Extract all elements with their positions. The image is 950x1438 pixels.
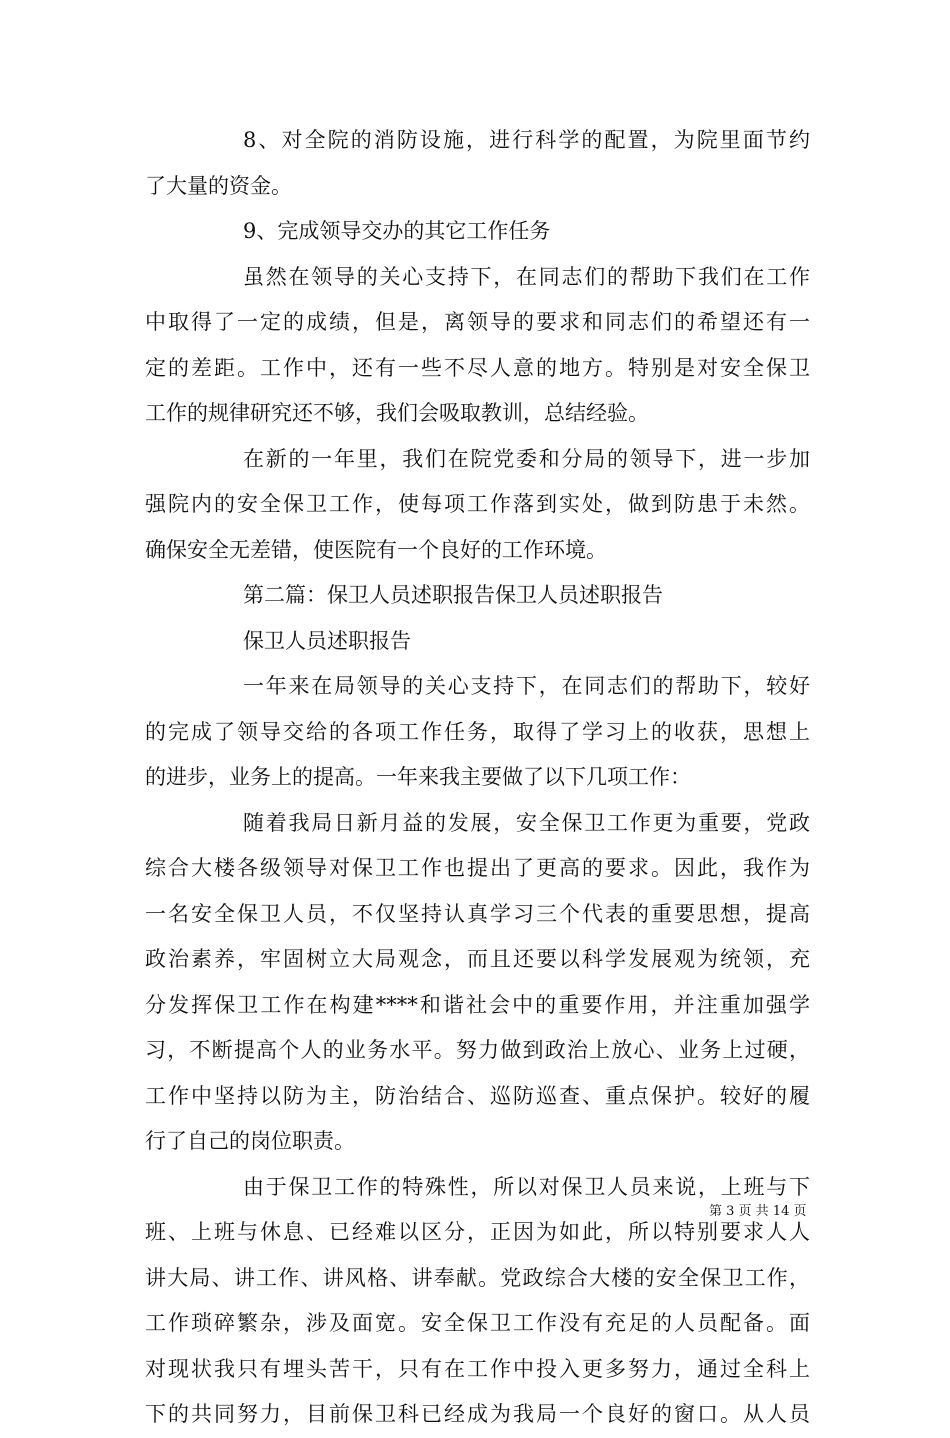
paragraph-line: 对现状我只有埋头苦干，只有在工作中投入更多努力，通过全科上: [145, 1356, 810, 1381]
paragraph-line: 确保安全无差错，使医院有一个良好的工作环境。: [145, 537, 607, 562]
paragraph-line: 下的共同努力，目前保卫科已经成为我局一个良好的窗口。从人员: [145, 1402, 810, 1426]
paragraph-line: 工作琐碎繁杂，涉及面宽。安全保卫工作没有充足的人员配备。面: [145, 1311, 810, 1335]
paragraph-line: 行了自己的岗位职责。: [145, 1129, 355, 1153]
paragraph-line: 定的差距。工作中，还有一些不尽人意的地方。特别是对安全保卫: [145, 355, 810, 380]
paragraph-line: 班、上班与休息、已经难以区分，正因为如此，所以特别要求人人: [145, 1220, 810, 1244]
paragraph-line: 虽然在领导的关心支持下，在同志们的帮助下我们在工作: [243, 264, 810, 289]
paragraph-line: 分发挥保卫工作在构建****和谐社会中的重要作用，并注重加强学: [145, 992, 810, 1017]
report-title: 保卫人员述职报告: [243, 628, 411, 653]
paragraph-line: 政治素养，牢固树立大局观念，而且还要以科学发展观为统领，充: [145, 947, 810, 971]
paragraph-line: 习，不断提高个人的业务水平。努力做到政治上放心、业务上过硬，: [145, 1038, 810, 1062]
paragraph-line: 的完成了领导交给的各项工作任务，取得了学习上的收获，思想上: [145, 719, 810, 744]
paragraph-line: 强院内的安全保卫工作，使每项工作落到实处，做到防患于未然。: [145, 492, 810, 516]
paragraph-line: 工作的规律研究还不够，我们会吸取教训，总结经验。: [145, 401, 649, 425]
body-text: [145, 118, 810, 1438]
paragraph-line: 一名安全保卫人员，不仅坚持认真学习三个代表的重要思想，提高: [145, 901, 810, 926]
paragraph-line: 讲大局、讲工作、讲风格、讲奉献。党政综合大楼的安全保卫工作，: [145, 1265, 810, 1290]
paragraph-line: 一年来在局领导的关心支持下，在同志们的帮助下，较好: [243, 674, 810, 698]
page-number-footer: 第 3 页 共 14 页: [709, 1204, 807, 1219]
paragraph-line: 工作中坚持以防为主，防治结合、巡防巡查、重点保护。较好的履: [145, 1083, 810, 1108]
paragraph-line: 由于保卫工作的特殊性，所以对保卫人员来说，上班与下: [243, 1174, 810, 1199]
paragraph-line: 随着我局日新月益的发展，安全保卫工作更为重要，党政: [243, 810, 810, 835]
paragraph-line: 8、对全院的消防设施，进行科学的配置，为院里面节约: [243, 128, 810, 152]
paragraph-line: 的进步，业务上的提高。一年来我主要做了以下几项工作：: [145, 765, 691, 789]
paragraph-line: 了大量的资金。: [145, 173, 292, 198]
paragraph-line: 综合大楼各级领导对保卫工作也提出了更高的要求。因此，我作为: [145, 856, 810, 880]
paragraph-line: 在新的一年里，我们在院党委和分局的领导下，进一步加: [243, 446, 810, 471]
section-heading: 第二篇：保卫人员述职报告保卫人员述职报告: [243, 583, 663, 607]
paragraph-line: 中取得了一定的成绩，但是，离领导的要求和同志们的希望还有一: [145, 310, 810, 334]
paragraph-line: 9、完成领导交办的其它工作任务: [243, 219, 551, 243]
